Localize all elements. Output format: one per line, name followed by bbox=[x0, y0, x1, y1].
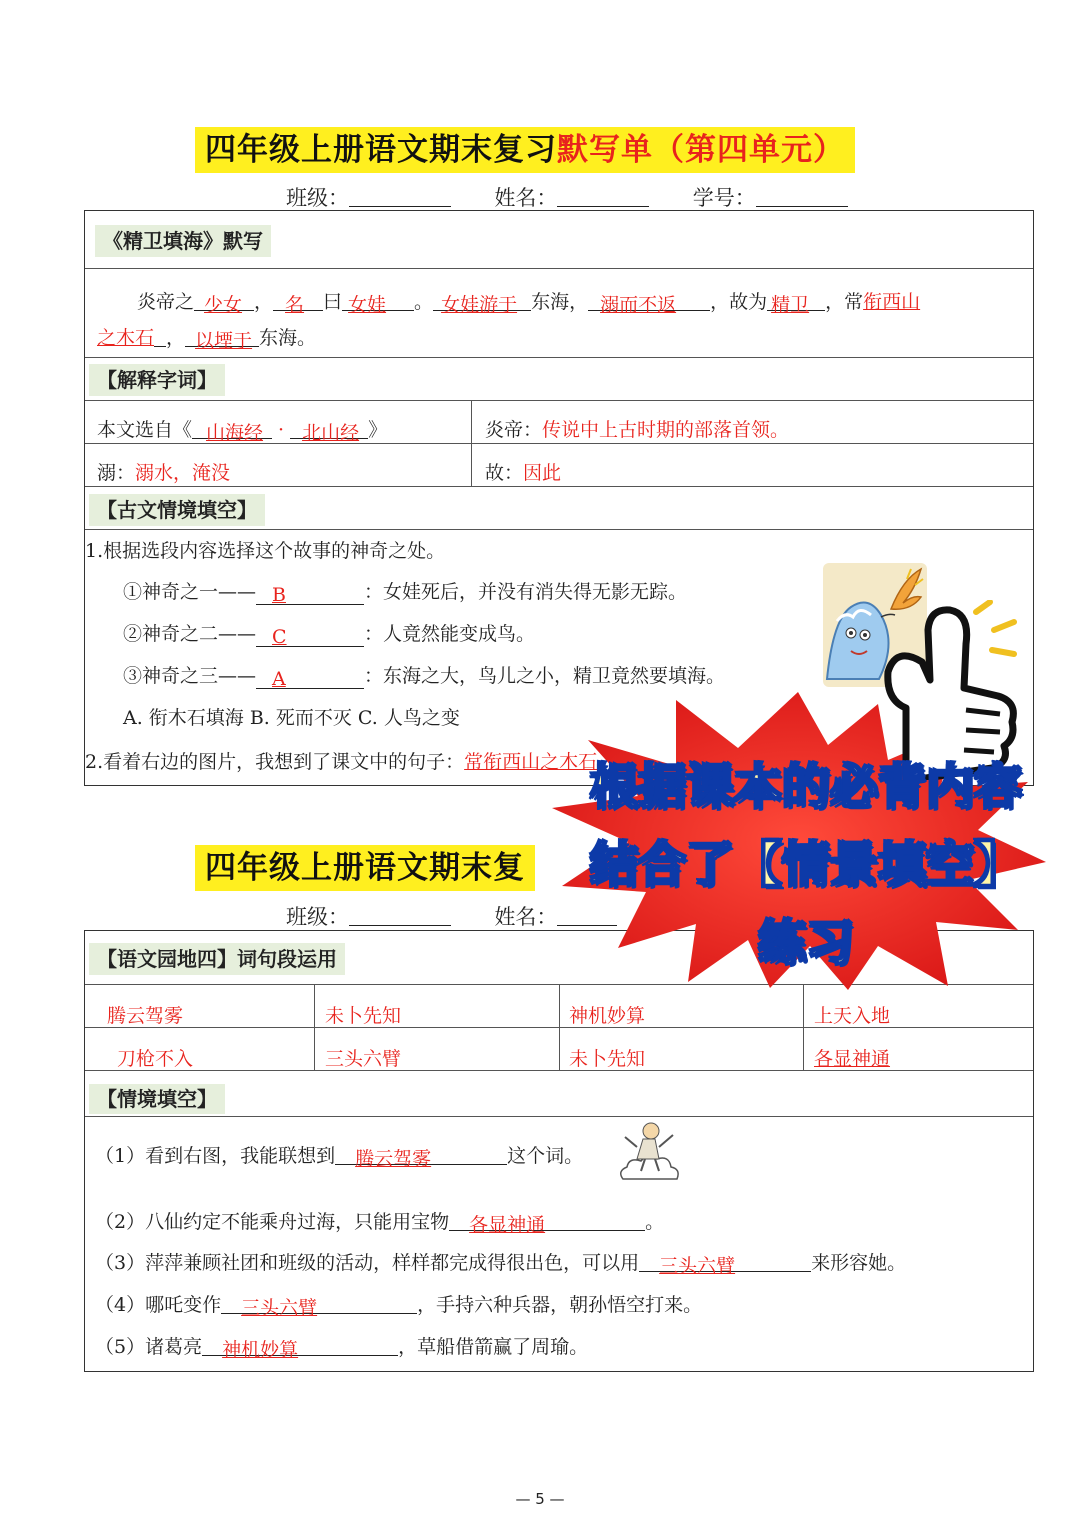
ni-cell: 溺：溺水，淹没 bbox=[97, 462, 231, 484]
name-label: 姓名： bbox=[494, 905, 558, 929]
title-black-part: 四年级上册语文期末复 bbox=[205, 850, 525, 886]
sheet1-info-line bbox=[286, 182, 848, 212]
sheet2-title bbox=[195, 845, 535, 891]
answer-blank[interactable]: 腾云驾雾 bbox=[355, 1148, 432, 1170]
context-item-5: （5）诸葛亮 神机妙算 ，草船借箭赢了周瑜。 bbox=[95, 1336, 589, 1361]
garden-header: 【语文园地四】词句段运用 bbox=[89, 943, 345, 975]
name-blank[interactable] bbox=[557, 186, 649, 207]
word-cell: 上天入地 bbox=[814, 1005, 891, 1027]
answer-blank[interactable]: 三头六臂 bbox=[241, 1297, 318, 1319]
sheet1-title bbox=[195, 127, 855, 173]
word-cell: 未卜先知 bbox=[325, 1005, 402, 1027]
id-label: 学号： bbox=[692, 186, 756, 210]
overlay-line-1: 根据课本的必背内容 bbox=[589, 759, 1022, 815]
context-item-2: （2）八仙约定不能乘舟过海，只能用宝物 各显神通 。 bbox=[95, 1211, 665, 1236]
answer-blank[interactable]: 女娃游于 bbox=[441, 294, 518, 316]
answer-blank[interactable]: 之木石 bbox=[97, 327, 155, 349]
dictation-header: 《精卫填海》默写 bbox=[95, 225, 271, 257]
word-cell: 未卜先知 bbox=[569, 1048, 646, 1070]
answer-blank[interactable]: C bbox=[272, 626, 287, 648]
class-label: 班级： bbox=[286, 186, 349, 210]
title-red-part: 默写单（第四单元） bbox=[557, 132, 845, 168]
q1-options: A. 衔木石填海 B. 死而不灭 C. 人鸟之变 bbox=[123, 707, 460, 729]
q1-item-1: ①神奇之一—— B ：女娃死后，并没有消失得无影无踪。 bbox=[123, 581, 688, 606]
monkey-king-cloud-illustration bbox=[615, 1117, 685, 1191]
answer-blank[interactable]: 名 bbox=[285, 294, 305, 316]
yandi-cell: 炎帝：传说中上古时期的部落首领。 bbox=[485, 419, 790, 441]
q1-item-2: ②神奇之二—— C ：人竟然能变成鸟。 bbox=[123, 623, 536, 648]
word-cell: 各显神通 bbox=[814, 1048, 891, 1070]
sheet2-box bbox=[84, 930, 1034, 1372]
answer-blank[interactable]: 女娃 bbox=[348, 294, 387, 316]
answer-blank[interactable]: 常衔西山之木石 bbox=[464, 751, 598, 773]
answer-blank[interactable]: 溺而不返 bbox=[600, 294, 677, 316]
context-item-1: （1）看到右图，我能联想到 腾云驾雾 这个词。 bbox=[95, 1145, 584, 1170]
context-header: 【古文情境填空】 bbox=[89, 494, 265, 526]
id-blank[interactable] bbox=[756, 186, 848, 207]
context-header-2: 【情境填空】 bbox=[89, 1084, 225, 1114]
context-item-4: （4）哪吒变作 三头六臂 ，手持六种兵器，朝孙悟空打来。 bbox=[95, 1294, 703, 1319]
answer-blank[interactable]: B bbox=[272, 584, 286, 606]
answer-blank[interactable]: 各显神通 bbox=[469, 1214, 546, 1236]
page-number: — 5 — bbox=[515, 1490, 565, 1508]
passage-line-2: 之木石 ， 以堙于 东海。 bbox=[97, 327, 317, 352]
answer-blank[interactable]: 神机妙算 bbox=[222, 1339, 299, 1361]
question-1: 1.根据选段内容选择这个故事的神奇之处。 bbox=[85, 540, 446, 562]
word-cell: 刀枪不入 bbox=[117, 1048, 194, 1070]
word-cell: 腾云驾雾 bbox=[107, 1005, 184, 1027]
class-blank[interactable] bbox=[349, 905, 451, 926]
passage-line-1: 炎帝之 少女 ， 名 曰 女娃 。 女娃游于 东海， 溺而不返 ，故为 精卫 ，常衔西山 bbox=[137, 291, 921, 316]
answer-blank[interactable]: 以堙于 bbox=[195, 330, 253, 352]
question-2: 2.看着右边的图片，我想到了课文中的句子：常衔西山之木石 bbox=[85, 751, 598, 773]
gu-cell: 故：因此 bbox=[485, 462, 562, 484]
word-cell: 三头六臂 bbox=[325, 1048, 402, 1070]
class-label: 班级： bbox=[286, 905, 349, 929]
context-item-3: （3）萍萍兼顾社团和班级的活动，样样都完成得很出色，可以用 三头六臂 来形容她。 bbox=[95, 1252, 907, 1277]
overlay-line-3: 练习 bbox=[757, 915, 854, 971]
name-label: 姓名： bbox=[494, 186, 558, 210]
explain-header: 【解释字词】 bbox=[89, 364, 225, 396]
overlay-line-2: 结合了【情景填空】 bbox=[589, 837, 1022, 893]
q1-item-3: ③神奇之三—— A ：东海之大，鸟儿之小，精卫竟然要填海。 bbox=[123, 665, 726, 690]
answer-blank[interactable]: 少女 bbox=[204, 294, 243, 316]
word-cell: 神机妙算 bbox=[569, 1005, 646, 1027]
class-blank[interactable] bbox=[349, 186, 451, 207]
answer-blank[interactable]: A bbox=[272, 668, 286, 690]
answer-blank[interactable]: 精卫 bbox=[771, 294, 810, 316]
source-cell: 本文选自《 山海经 · 北山经 》 bbox=[97, 419, 388, 444]
answer-blank[interactable]: 三头六臂 bbox=[659, 1255, 736, 1277]
answer-blank[interactable]: 衔西山 bbox=[863, 291, 921, 313]
title-black-part: 四年级上册语文期末复习 bbox=[205, 132, 557, 168]
